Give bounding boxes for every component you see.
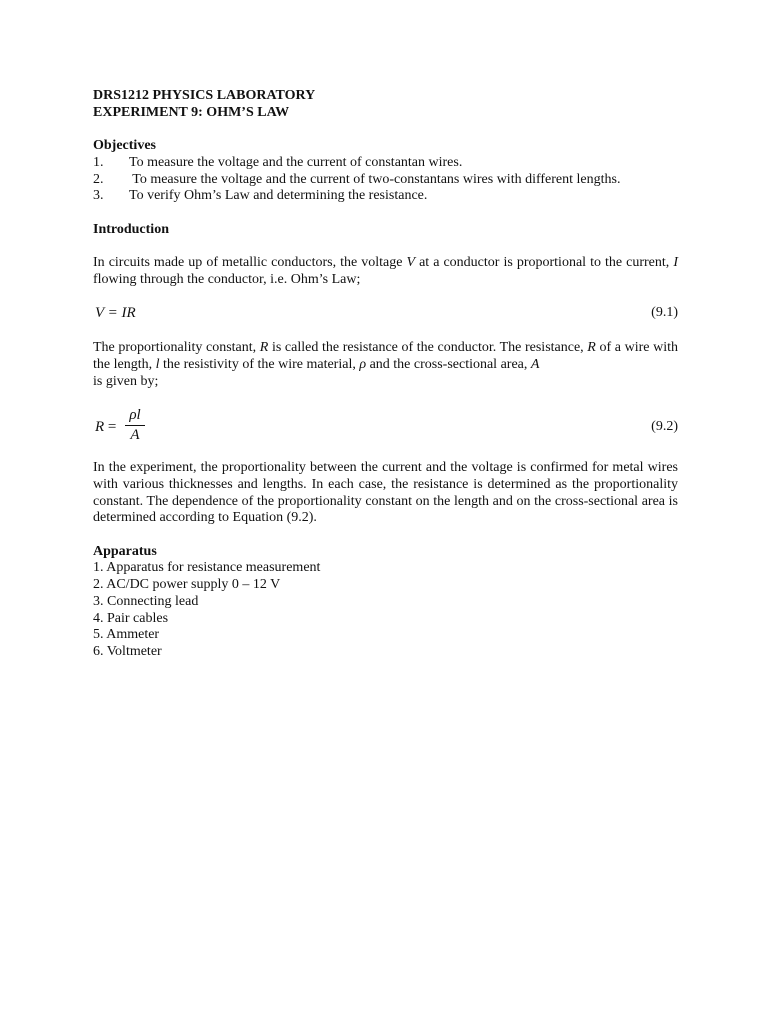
experiment-title: EXPERIMENT 9: OHM’S LAW bbox=[93, 104, 290, 120]
symbol-rho: ρ bbox=[359, 357, 367, 373]
objective-text: To measure the voltage and the current of two-constantans wires with different lengths. bbox=[129, 171, 621, 187]
objective-text: To measure the voltage and the current of constantan wires. bbox=[129, 154, 463, 170]
equation-number: (9.1) bbox=[651, 305, 678, 321]
text-run: is given by; bbox=[93, 373, 159, 389]
symbol-a: A bbox=[530, 357, 540, 373]
fraction-denominator: A bbox=[130, 427, 140, 444]
objectives-heading: Objectives bbox=[93, 138, 156, 154]
intro-paragraph-3: In the experiment, the proportionality between the current and the voltage is confirmed for metal wires with various thicknesses and lengths. In each case, the resistance is determined as the proportionality constant. The dependence of the proportionality constant on the length and on the cross-sectional area is determined according to Equation (9.2). bbox=[93, 460, 678, 526]
apparatus-item: 2. AC/DC power supply 0 – 12 V bbox=[93, 577, 281, 593]
document-page bbox=[93, 88, 678, 661]
objective-number: 3. bbox=[93, 188, 104, 204]
objective-item bbox=[93, 172, 678, 189]
symbol-i: I bbox=[673, 254, 678, 270]
equation-expression: V = IR bbox=[95, 305, 136, 322]
apparatus-item: 1. Apparatus for resistance measurement bbox=[93, 560, 321, 576]
apparatus-heading: Apparatus bbox=[93, 543, 157, 559]
text-run: is called the resistance of the conductor. The resistance, bbox=[268, 340, 588, 356]
equation-number: (9.2) bbox=[651, 419, 678, 435]
introduction-heading: Introduction bbox=[93, 221, 169, 237]
intro-paragraph-2 bbox=[93, 340, 678, 390]
text-run: the resistivity of the wire material, bbox=[159, 357, 360, 373]
apparatus-item: 6. Voltmeter bbox=[93, 643, 162, 659]
fraction-numerator: ρl bbox=[125, 407, 145, 426]
text-run: of a wire with the length, bbox=[93, 340, 678, 373]
equation-9-1 bbox=[93, 301, 678, 327]
text-run: In circuits made up of metallic conductors, the voltage bbox=[93, 254, 407, 270]
equation-lhs: R = bbox=[95, 419, 117, 436]
apparatus-item: 3. Connecting lead bbox=[93, 593, 199, 609]
objective-item bbox=[93, 188, 678, 205]
objective-item bbox=[93, 155, 678, 172]
symbol-r: R bbox=[259, 340, 269, 356]
text-run: The proportionality constant, bbox=[93, 340, 260, 356]
apparatus-item: 5. Ammeter bbox=[93, 627, 160, 643]
text-run: at a conductor is proportional to the current, bbox=[415, 254, 674, 270]
intro-paragraph-1 bbox=[93, 255, 678, 288]
symbol-r: R bbox=[587, 340, 596, 356]
text-run: and the cross-sectional area, bbox=[366, 357, 531, 373]
apparatus-item: 4. Pair cables bbox=[93, 610, 169, 626]
objective-number: 2. bbox=[93, 171, 104, 187]
equation-9-2 bbox=[93, 407, 678, 447]
objective-text: To verify Ohm’s Law and determining the resistance. bbox=[129, 188, 428, 204]
course-title: DRS1212 PHYSICS LABORATORY bbox=[93, 88, 316, 103]
objective-number: 1. bbox=[93, 154, 104, 170]
text-run: flowing through the conductor, i.e. Ohm’s Law; bbox=[93, 271, 361, 287]
equation-fraction bbox=[125, 407, 145, 444]
symbol-l: l bbox=[155, 357, 160, 373]
symbol-v: V bbox=[406, 254, 416, 270]
